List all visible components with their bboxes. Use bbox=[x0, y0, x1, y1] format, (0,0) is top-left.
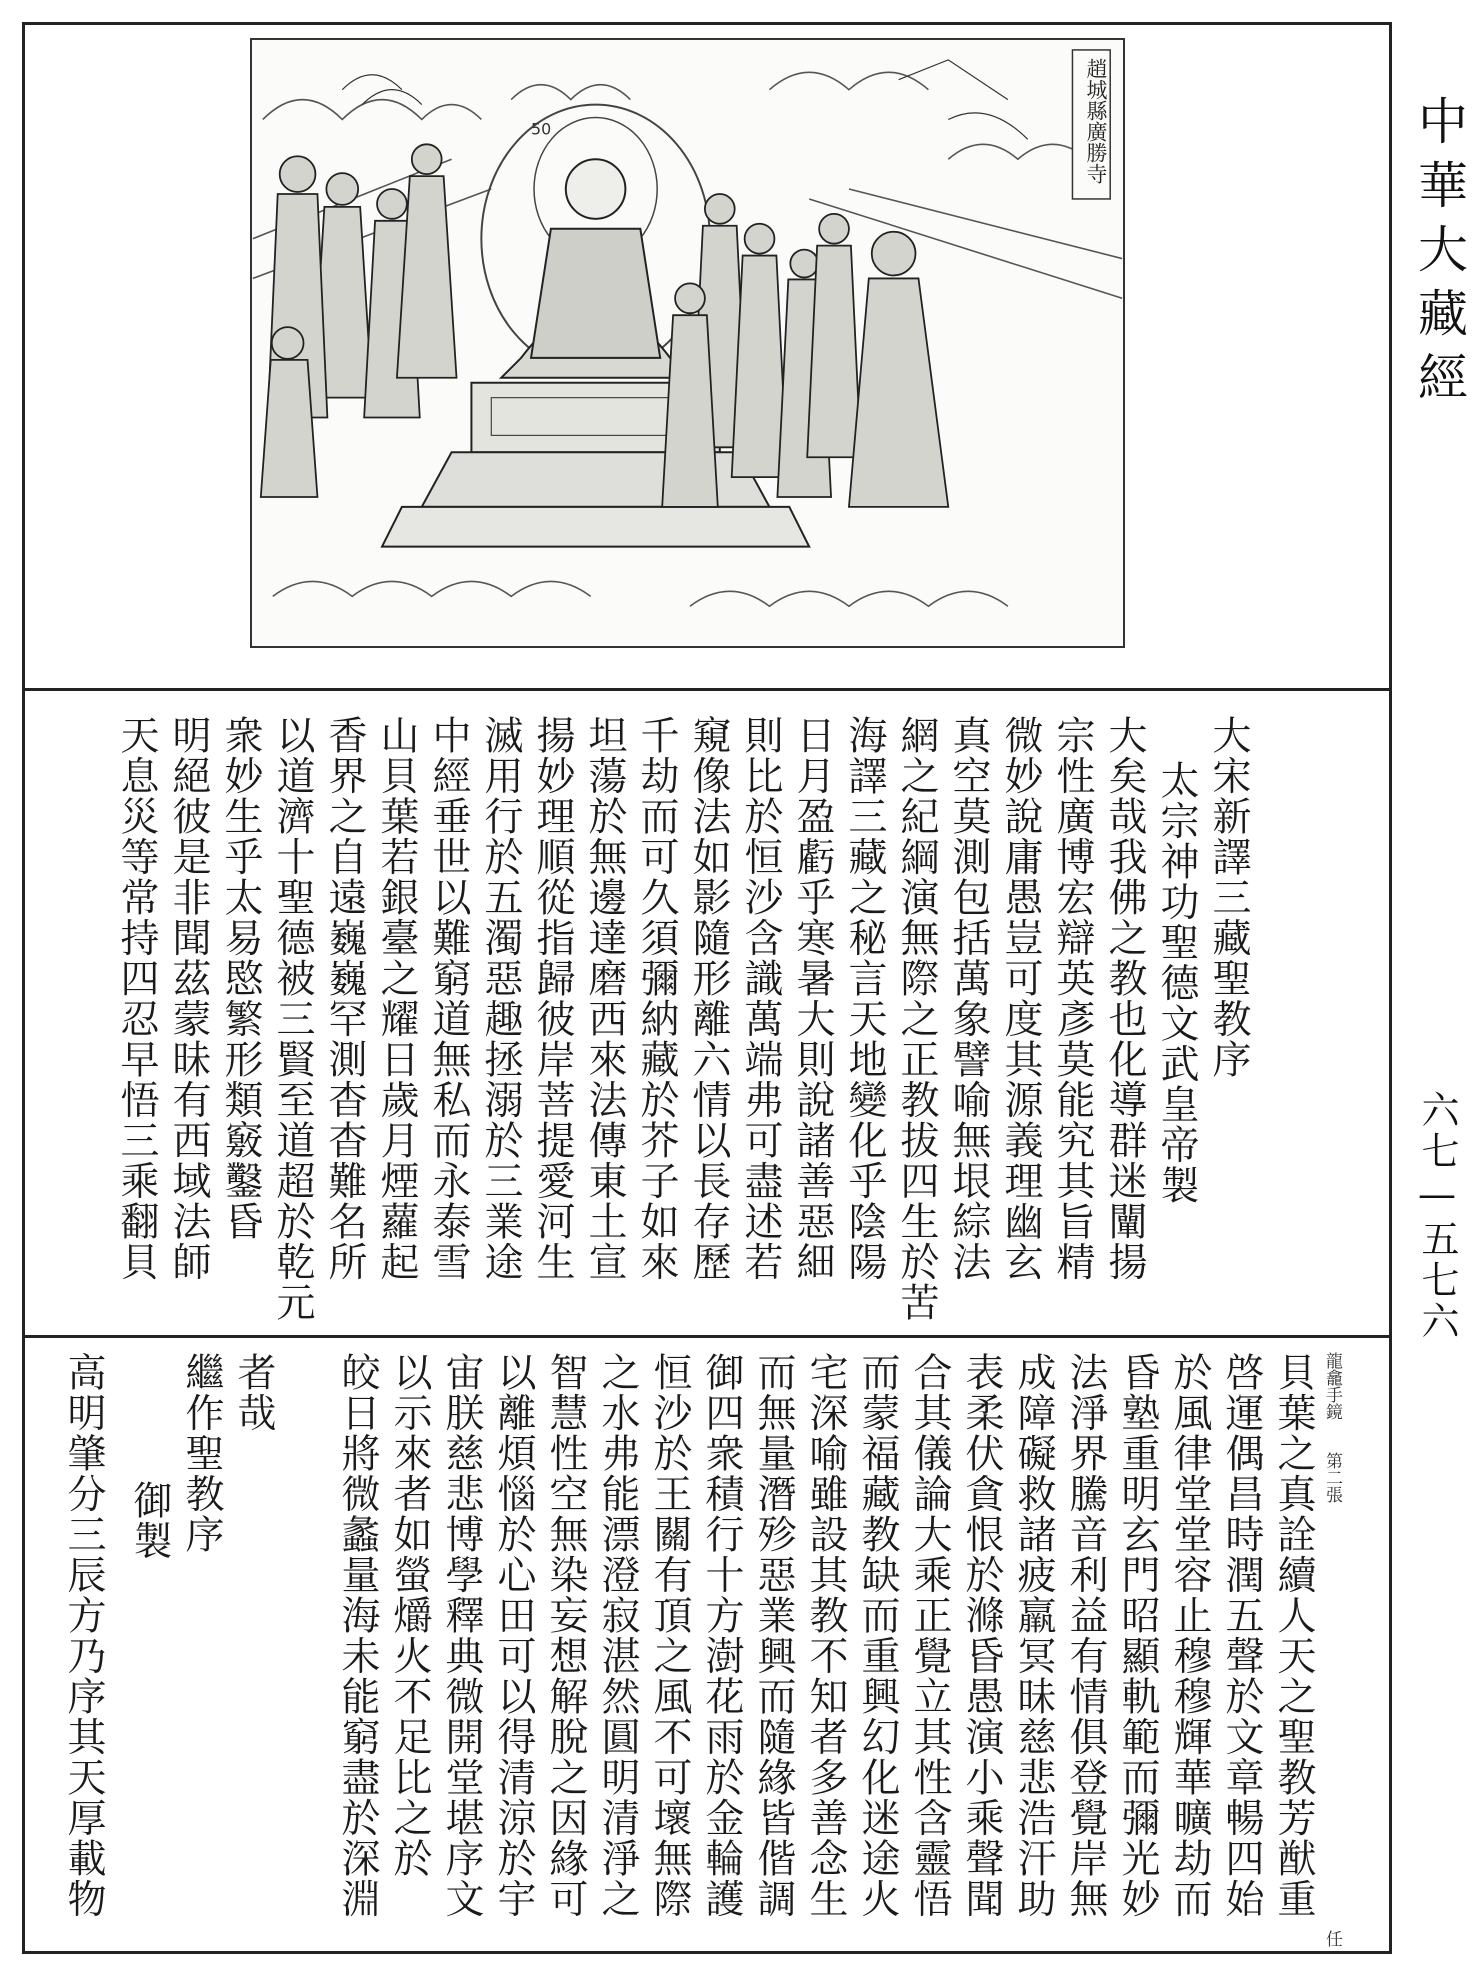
text-column: 以示來者如螢爝火不足比之於 bbox=[387, 1352, 432, 1879]
block-header-page: 第二張 bbox=[1322, 1452, 1342, 1503]
text-column: 宅深喻雖設其教不知者多善念生 bbox=[803, 1352, 848, 1919]
collection-title: 中華大藏經 bbox=[1410, 95, 1468, 415]
text-column: 之水弗能漂澄寂湛然圓明清淨之 bbox=[595, 1352, 640, 1919]
preface-title: 大宋新譯三藏聖教序 bbox=[1206, 715, 1251, 1080]
text-column: 千劫而可久須彌納藏於芥子如來 bbox=[634, 715, 679, 1282]
section-divider-top bbox=[22, 688, 1392, 691]
woodblock-print-image bbox=[252, 40, 1123, 646]
block-header-mark: 任 bbox=[1322, 1930, 1342, 1947]
text-column: 以道濟十聖德被三賢至道超於乾元 bbox=[270, 715, 315, 1323]
text-column: 日月盈虧乎寒暑大則說諸善惡細 bbox=[790, 715, 835, 1282]
illustration-mark: 50 bbox=[531, 119, 552, 139]
text-column: 真空莫測包括萬象譬喻無垠綜法 bbox=[946, 715, 991, 1282]
section-author: 御製 bbox=[127, 1480, 172, 1561]
text-column: 貝葉之真詮續人天之聖教芳猷重 bbox=[1271, 1352, 1316, 1919]
text-column: 明絕彼是非聞茲蒙昧有西域法師 bbox=[166, 715, 211, 1282]
block-header-title: 龍龕手鏡 bbox=[1322, 1352, 1342, 1420]
text-column: 坦蕩於無邊達磨西來法傳東土宣 bbox=[582, 715, 627, 1282]
text-column: 天息災等常持四忍早悟三乘翻貝 bbox=[114, 715, 159, 1282]
text-column: 而蒙福藏教缺而重興幻化迷途火 bbox=[855, 1352, 900, 1919]
section-divider-bottom bbox=[22, 1335, 1392, 1338]
text-column: 中經垂世以難窮道無私而永泰雪 bbox=[426, 715, 471, 1282]
text-column: 智慧性空無染妄想解脫之因緣可 bbox=[543, 1352, 588, 1919]
text-column: 窺像法如影隨形離六情以長存歷 bbox=[686, 715, 731, 1282]
section-subtitle: 繼作聖教序 bbox=[179, 1352, 224, 1555]
text-column: 啓運偶昌時潤五聲於文章暢四始 bbox=[1219, 1352, 1264, 1919]
text-column: 滅用行於五濁惡趣拯溺於三業途 bbox=[478, 715, 523, 1282]
text-column: 皎日將微蠡量海未能窮盡於深淵 bbox=[335, 1352, 380, 1919]
text-column: 昏塾重明玄門昭顯軌範而彌光妙 bbox=[1115, 1352, 1160, 1919]
text-column: 則比於恒沙含識萬端弗可盡述若 bbox=[738, 715, 783, 1282]
text-column: 成障礙救諸疲羸冥昧慈悲浩汗助 bbox=[1011, 1352, 1056, 1919]
text-column: 大矣哉我佛之教也化導群迷闡揚 bbox=[1102, 715, 1147, 1282]
text-column: 揚妙理順從指歸彼岸菩提愛河生 bbox=[530, 715, 575, 1282]
page-number: 六七—五七六 bbox=[1415, 1090, 1459, 1342]
buddha-assembly-illustration bbox=[250, 38, 1125, 648]
text-column: 恒沙於王關有頂之風不可壞無際 bbox=[647, 1352, 692, 1919]
text-column: 網之紀綱演無際之正教拔四生於苦 bbox=[894, 715, 939, 1323]
illustration-caption: 趙城縣廣勝寺 bbox=[1084, 58, 1108, 184]
text-column: 御四衆積行十方澍花雨於金輪護 bbox=[699, 1352, 744, 1919]
text-column: 微妙說庸愚豈可度其源義理幽玄 bbox=[998, 715, 1043, 1282]
text-column: 宙朕慈悲博學釋典微開堂堪序文 bbox=[439, 1352, 484, 1919]
text-column: 山貝葉若銀臺之耀日歲月煙蘿起 bbox=[374, 715, 419, 1282]
preface-author: 太宗神功聖德文武皇帝製 bbox=[1154, 760, 1199, 1206]
text-column: 衆妙生乎太易愍繁形類竅鑿昏 bbox=[218, 715, 263, 1242]
text-column: 宗性廣博宏辯英彥莫能究其旨精 bbox=[1050, 715, 1095, 1282]
text-column: 法淨界騰音利益有情俱登覺岸無 bbox=[1063, 1352, 1108, 1919]
text-column: 表柔伏貪恨於滌昏愚演小乘聲聞 bbox=[959, 1352, 1004, 1919]
text-column: 高明肇分三辰方乃序其天厚載物 bbox=[61, 1352, 106, 1919]
text-column: 而無量潛殄惡業興而隨緣皆偕調 bbox=[751, 1352, 796, 1919]
text-column: 於風律堂堂容止穆穆輝華曠劫而 bbox=[1167, 1352, 1212, 1919]
text-column: 者哉 bbox=[231, 1352, 276, 1433]
text-column: 海譯三藏之秘言天地變化乎陰陽 bbox=[842, 715, 887, 1282]
text-column: 合其儀論大乘正覺立其性含靈悟 bbox=[907, 1352, 952, 1919]
text-column: 香界之自遠巍巍罕測杳杳難名所 bbox=[322, 715, 367, 1282]
text-column: 以離煩惱於心田可以得清涼於宇 bbox=[491, 1352, 536, 1919]
